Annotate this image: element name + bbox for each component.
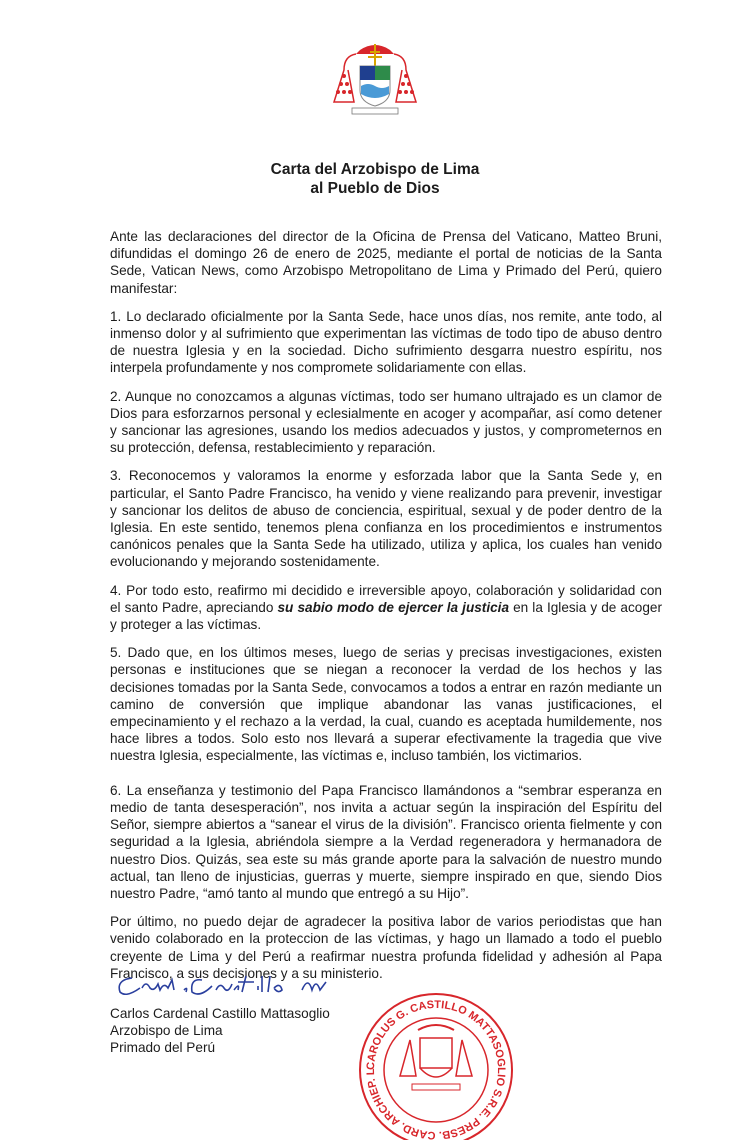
signatory-block [110,1005,330,1056]
coat-of-arms-logo [330,36,420,122]
paragraph-4-end: en la Iglesia y de acoger y proteger a las víctimas. [110,599,662,633]
paragraph-intro: Ante las declaraciones del director de la Oficina de Prensa del Vaticano, Matteo Bruni, difundidas el domingo 26 de enero de 2025, mediante el portal de noticias de la Santa Sede, Vatican News, como Arzobispo Metropolitano de Lima y Primado del Perú, quiero manifestar: [110,229,662,296]
signatory-role-1: Arzobispo de Lima [110,1023,223,1038]
paragraph-4 [110,582,662,634]
letter-body [110,228,662,993]
title-line-2: al Pueblo de Dios [310,180,440,197]
svg-text:CAROLUS G. CASTILLO MATTASOGLI: CAROLUS G. CASTILLO MATTASOGLIO S.R.E. PRESB. CARD. ARCHIEP. L [364,998,508,1140]
paragraph-1: 1. Lo declarado oficialmente por la Santa Sede, hace unos días, nos remite, ante todo, al inmenso dolor y al sufrimiento que experimentan las víctimas de todo tipo de abuso dentro de nuestra Iglesia y en la sociedad. Dicho sufrimiento desgarra nuestro espíritu, nos interpela profundamente y nos compromete solidariamente con ellas. [110,308,662,376]
signatory-name: Carlos Cardenal Castillo Mattasoglio [110,1006,330,1021]
paragraph-5: 5. Dado que, en los últimos meses, luego de serias y precisas investigaciones, existen personas e instituciones que se niegan a reconocer la verdad de los hechos y las decisiones tomadas por la Santa Sede, convocamos a todos a entrar en razón mediante un camino de conversión que implique abandonar las vanas justificaciones, el empecinamiento y el rechazo a la verdad, la cual, cuando es aceptada humildemente, nos hace libres a todos. Solo esto nos llevará a superar efectivamente la tragedia que vive nuestra Iglesia, especialmente, las víctimas e, incluso también, los victimarios. [110,645,662,764]
signatory-role-2: Primado del Perú [110,1040,216,1055]
paragraph-2: 2. Aunque no conozcamos a algunas víctimas, todo ser humano ultrajado es un clamor de Dios para esforzarnos personal y eclesialmente en acoger y acompañar, así como detener y sancionar las agresiones, usando los medios adecuados y justos, y comprometernos en su protección, defensa, restablecimiento y reparación. [110,388,662,456]
letter-title [0,160,750,198]
paragraph-3: 3. Reconocemos y valoramos la enorme y esforzada labor que la Santa Sede y, en particular, el Santo Padre Francisco, ha venido y viene realizando para prevenir, investigar y sancionar los delitos de abuso de conciencia, espiritual, sexual y de poder dentro de la Iglesia. En este sentido, tenemos plena confianza en los procedimientos e instrumentos canónicos penales que la Santa Sede ha utilizado, utiliza y aplica, los cuales han venido evolucionando y mejorando sostenidamente. [110,468,662,570]
paragraph-6: 6. La enseñanza y testimonio del Papa Francisco llamándonos a “sembrar esperanza en medio de tanta desesperación”, nos invita a actuar según la inspiración del Espíritu del Señor, siempre abiertos a “sanear el virus de la división”. Francisco orienta fielmente y con seguridad a la Iglesia, abriéndola siempre a la Verdad regeneradora y hermanadora de nuestro Dios. Quizás, sea este su más grande aporte para la salvación de nuestro mundo actual, tan lleno de injusticias, guerras y muerte, siempre inspirado en que, siendo Dios nuestro Padre, “amó tanto al mundo que entregó a su Hijo”. [110,782,662,901]
title-line-1: Carta del Arzobispo de Lima [270,161,480,178]
paragraph-4-start: 4. Por todo esto, reafirmo mi decidido e irreversible apoyo, colaboración y solidaridad con el santo Padre, apreciando [110,582,662,615]
paragraph-closing: Por último, no puedo dejar de agradecer la positiva labor de varios periodistas que han venido colaborado en la proteccion de las víctimas, y hago un llamado a todo el pueblo creyente de Lima y del Perú a reafirmar nuestra profunda fidelidad y adhesión al Papa Francisco, a sus decisiones y a su ministerio. [110,914,662,981]
official-seal-stamp [350,990,522,1140]
paragraph-4-emphasis: su sabio modo de ejercer la justicia [277,599,510,615]
handwritten-signature [112,968,342,1002]
